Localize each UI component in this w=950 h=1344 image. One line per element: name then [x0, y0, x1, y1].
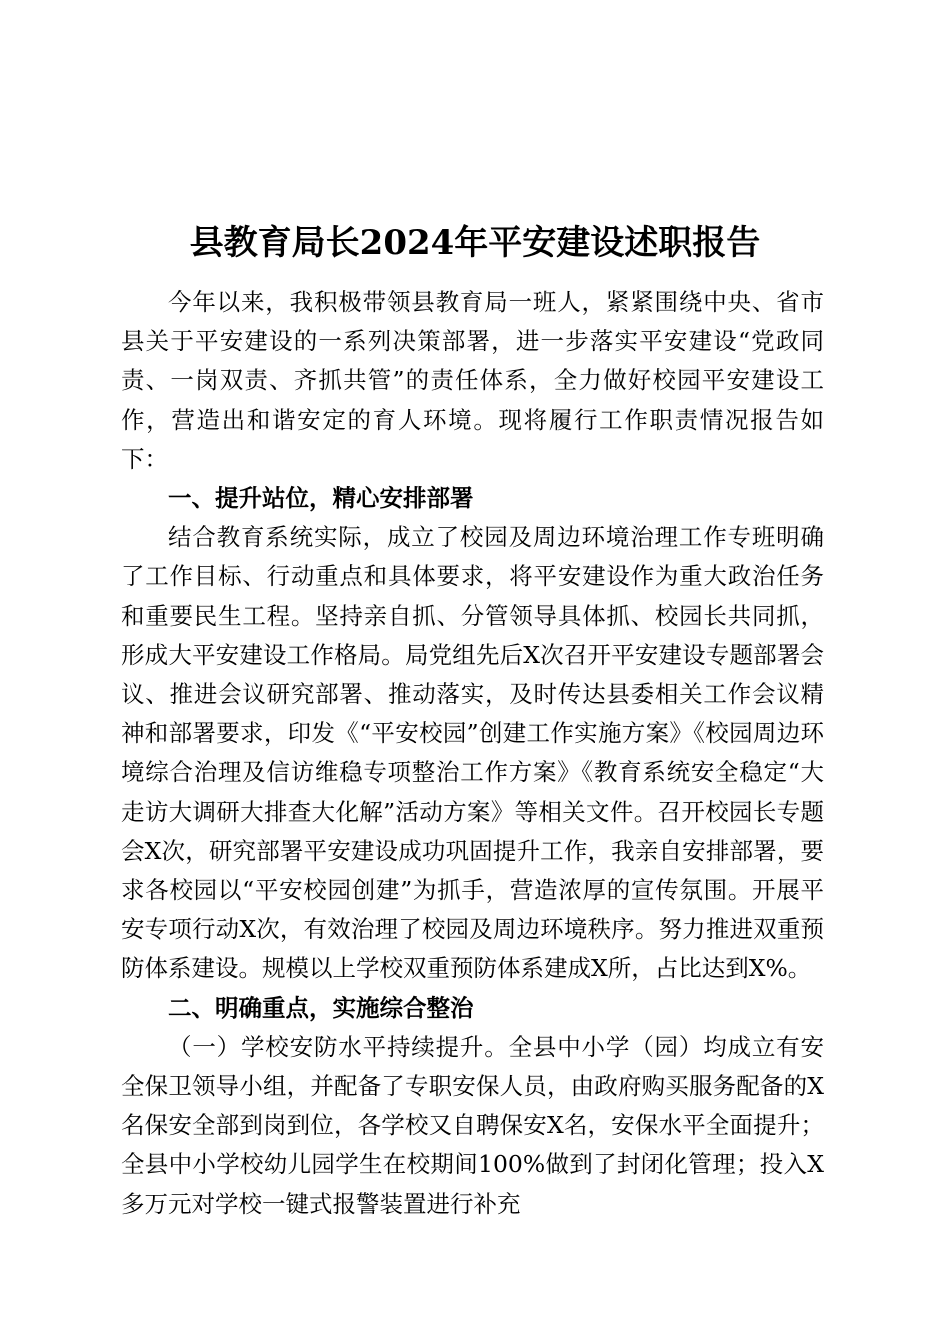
document-body	[121, 283, 824, 1224]
section-2-sub-1-lead: （一）学校安防水平持续提升。	[168, 1032, 509, 1061]
section-1-heading: 一、提升站位，精心安排部署	[168, 484, 474, 513]
section-1-paragraph: 结合教育系统实际，成立了校园及周边环境治理工作专班明确了工作目标、行动重点和具体要求，将平安建设作为重大政治任务和重要民生工程。坚持亲自抓、分管领导具体抓、校园长共同抓，形成大平安建设工作格局。局党组先后X次召开平安建设专题部署会议、推进会议研究部署、推动落实，及时传达县委相关工作会议精神和部署要求，印发《“平安校园”创建工作实施方案》《校园周边环境综合治理及信访维稳专项整治工作方案》《教育系统安全稳定“大走访大调研大排查大化解”活动方案》等相关文件。召开校园长专题会X次，研究部署平安建设成功巩固提升工作，我亲自安排部署，要求各校园以“平安校园创建”为抓手，营造浓厚的宣传氛围。开展平安专项行动X次，有效治理了校园及周边环境秩序。努力推进双重预防体系建设。规模以上学校双重预防体系建成X所，占比达到X%。	[121, 523, 824, 983]
intro-paragraph: 今年以来，我积极带领县教育局一班人，紧紧围绕中央、省市县关于平安建设的一系列决策部署，进一步落实平安建设“党政同责、一岗双责、齐抓共管”的责任体系，全力做好校园平安建设工作，营造出和谐安定的育人环境。现将履行工作职责情况报告如下：	[121, 288, 824, 473]
section-2-heading: 二、明确重点，实施综合整治	[168, 993, 474, 1022]
section-2-sub-1-paragraph	[121, 1028, 824, 1224]
section-2-sub-1-text: 全县中小学（园）均成立有安全保卫领导小组，并配备了专职安保人员，由政府购买服务配备的X名保安全部到岗到位，各学校又自聘保安X名，安保水平全面提升；全县中小学校幼儿园学生在校期间100%做到了封闭化管理；投入X多万元对学校一键式报警装置进行补充	[121, 1032, 825, 1218]
document-title: 县教育局长2024年平安建设述职报告	[189, 222, 761, 263]
